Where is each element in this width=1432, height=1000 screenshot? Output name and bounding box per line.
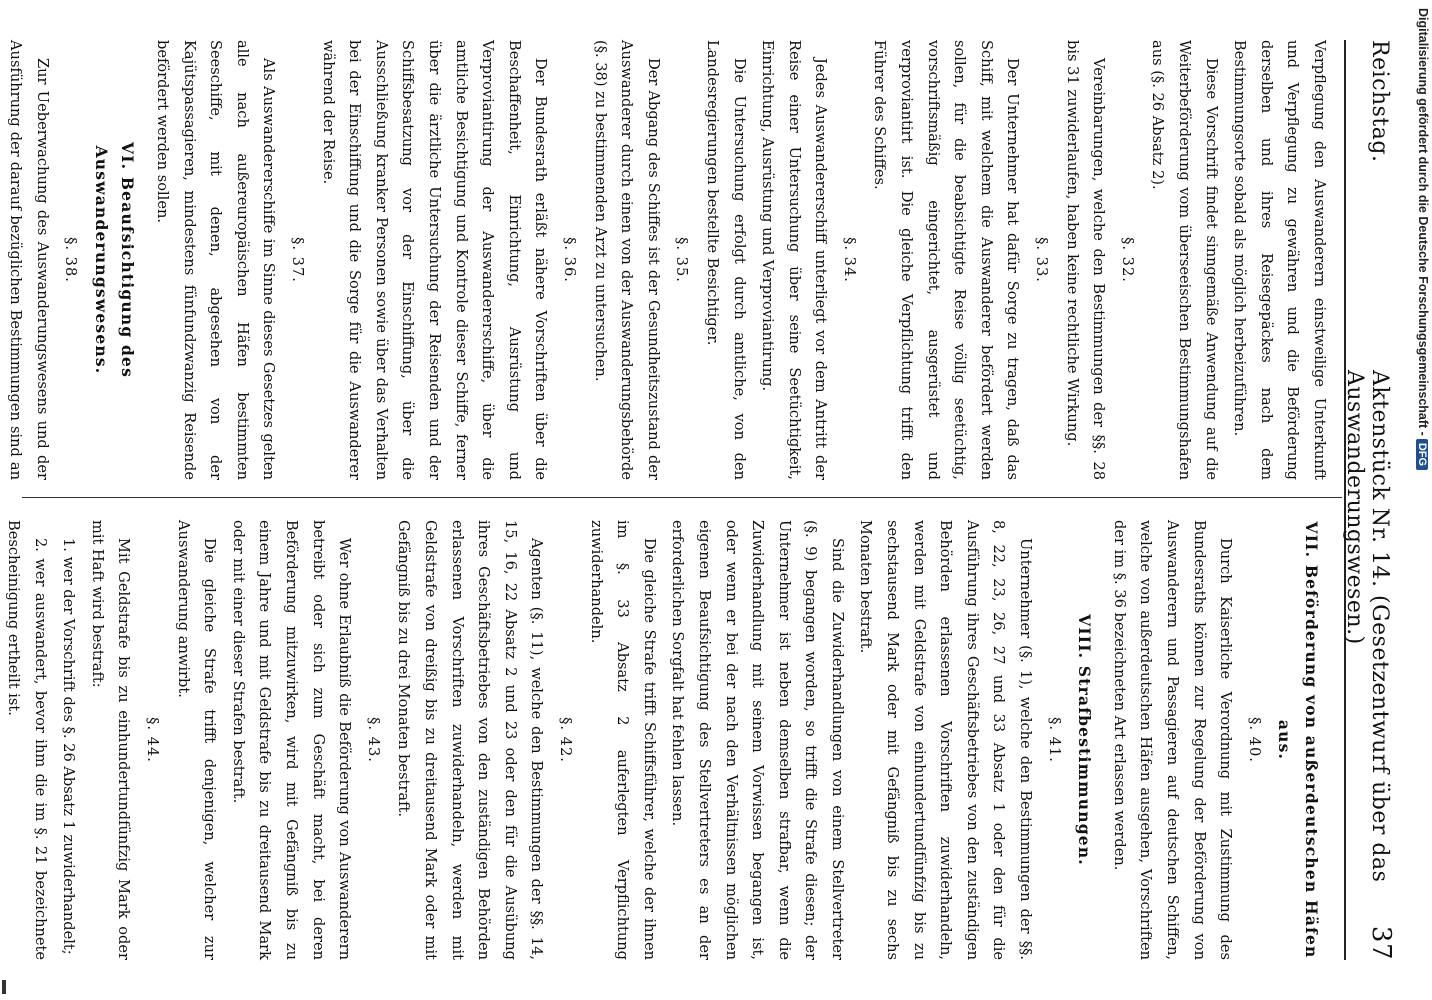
section-heading: VI. Beaufsichtigung des Auswanderungswesens. xyxy=(91,141,138,379)
paragraph: Der Bundesrath erläßt nähere Vorschriften über die Beschaffenheit, Einrichtung, Ausrüstung und Verproviantirung der Auswandererschiffe, über die amtliche Besichtigung und Kontrole dieser Schiffe, ferner über die ärztliche Untersuchung der Reisenden und der Schiffsbesatzung vor der Einschiffung, über die Ausschließung kranker Personen sowie über das Verhalten bei der Einschiffung und die Sorge für die Auswanderer während der Reise. xyxy=(319,40,550,480)
section-number: §. 36. xyxy=(560,237,578,283)
paragraph: Als Auswandererschiffe im Sinne dieses Gesetzes gelten alle nach außereuropäischen Häfen bestimmten Seeschiffe, mit denen, abgesehen von der Kajütspassagieren, mindestens fünfundzwanzig Reisende befördert werden sollen. xyxy=(154,40,278,480)
paragraph: Die gleiche Strafe trifft denjenigen, welcher zur Auswanderung anwirbt. xyxy=(174,520,219,960)
column-divider xyxy=(22,497,1342,498)
scan-edge-mark xyxy=(2,980,6,994)
paragraph: Sind die Zuwiderhandlungen von einem Stellvertreter (§. 9) begangen worden, so trifft die Strafe diesen; der Unternehmer ist neben demselben strafbar, wenn die Zuwiderhandlung mit seinem Vorwissen begangen ist, oder wenn er bei der nach den Verhältnissen möglichen eigenen Beaufsichtigung des Stellvertreters es an der erforderlichen Sorgfalt hat fehlen lassen. xyxy=(669,520,846,960)
paragraph: Diese Vorschrift findet sinngemäße Anwendung auf die Weiterbeförderung vom überseeischen Bestimmungshafen aus (§. 26 Absatz 2). xyxy=(1149,40,1220,480)
dfg-logo: DFG xyxy=(1416,439,1428,470)
section-number: §. 40. xyxy=(1245,717,1263,763)
section-number: §. 43. xyxy=(364,717,382,763)
right-column xyxy=(0,520,1332,960)
header-left: Reichstag. xyxy=(1367,40,1392,163)
paragraph: Zur Ueberwachung des Auswanderungswesens und der Ausführung der darauf bezüglichen Bestimmungen sind an xyxy=(7,40,51,480)
paragraph: Die gleiche Strafe trifft Schiffsführer, welche der ihnen im §. 33 Absatz 2 auferlegten Verpflichtung zuwiderhandeln. xyxy=(587,520,658,960)
section-number: §. 37. xyxy=(289,237,307,283)
page-number: 37 xyxy=(1366,925,1396,960)
paragraph: Verpflegung den Auswanderern einstweilige Unterkunft und Verpflegung zu gewähren und die Beförderung derselben und ihres Reisegepäckes nach dem Bestimmungsorte sobald als möglich herbeizuführen. xyxy=(1231,40,1328,480)
left-column xyxy=(0,40,1332,480)
paragraph: Unternehmer (§. 1), welche den Bestimmungen der §§. 8, 22, 23, 26, 27 und 33 Absatz 1 oder den für die Ausführung ihres Geschäftsbetriebes von den zuständigen Behörden erlassenen Vorschriften zuwiderhandeln, werden mit Geldstrafe von einhundertundfünfzig bis zu sechstausend Mark oder mit Gefängniß bis zu sechs Monaten bestraft. xyxy=(857,520,1035,960)
section-number: §. 42. xyxy=(556,717,574,763)
section-heading: VII. Beförderung von außerdeutschen Häfen aus. xyxy=(1275,521,1321,959)
section-number: §. 34. xyxy=(840,237,858,283)
list-item: 1. wer der Vorschrift des §. 26 Absatz 1 zuwiderhandelt; xyxy=(60,538,78,955)
attribution-text: Digitalisierung gefördert durch die Deutsche Forschungsgemeinschaft - xyxy=(1416,8,1430,436)
attribution-text-wrap xyxy=(1416,8,1430,470)
section-number: §. 38. xyxy=(62,237,80,283)
paragraph: Mit Geldstrafe bis zu einhundertundfünfzig Mark oder mit Haft wird bestraft: xyxy=(88,520,133,960)
page-header xyxy=(1344,40,1406,960)
section-heading: VIII. Strafbestimmungen. xyxy=(1075,614,1095,866)
section-number: §. 44. xyxy=(144,717,162,763)
paragraph: Jedes Auswandererschiff unterliegt vor dem Antritt der Reise einer Untersuchung über seine Seetüchtigkeit, Einrichtung, Ausrüstung und Verproviantirung. xyxy=(759,40,830,480)
section-number: §. 41. xyxy=(1045,717,1063,763)
paragraph: Die Untersuchung erfolgt durch amtliche, von den Landesregierungen bestellte Besichtiger. xyxy=(703,40,748,480)
attribution-strip xyxy=(1400,0,1432,1000)
section-number: §. 35. xyxy=(673,237,691,283)
paragraph: Der Abgang des Schiffes ist der Gesundheitszustand der Auswanderer durch einen von der Auswanderungsbehörde (§. 38) zu bestimmenden Arzt zu untersuchen. xyxy=(591,40,662,480)
paragraph: Agenten (§. 11), welche den Bestimmungen der §§. 14, 15, 16, 22 Absatz 2 und 23 oder den für die Ausübung ihres Geschäftsbetriebes von den zuständigen Behörden erlassenen Vorschriften zuwiderhandeln, werden mit Geldstrafe von dreißig bis zu dreitausend Mark oder mit Gefängniß bis zu drei Monaten bestraft. xyxy=(395,520,546,960)
paragraph: Durch Kaiserliche Verordnung mit Zustimmung des Bundesraths können zur Regelung der Beförderung von Auswanderern und Passagieren auf deutschen Schiffen, welche von außerdeutschen Häfen ausgehen, Vorschriften der im §. 36 bezeichneten Art erlassen werden. xyxy=(1110,520,1235,960)
list-item: 2. wer auswandert, bevor ihm die im §. 21 bezeichnete Bescheinigung ertheilt ist. xyxy=(5,520,49,960)
header-title: Aktenstück Nr. 14. (Gesetzentwurf über das Auswanderungswesen.) xyxy=(1342,370,1392,883)
section-number: §. 32. xyxy=(1118,237,1136,283)
paragraph: Wer ohne Erlaubniß die Beförderung von Auswanderern betreibt oder sich zum Geschäft macht, bei deren Beförderung mitzuwirken, wird mit Gefängniß bis zu einem Jahre und mit Geldstrafe bis zu dreitausend Mark oder mit einer dieser Strafen bestraft. xyxy=(229,520,354,960)
section-number: §. 33. xyxy=(1033,237,1051,283)
paragraph: Der Unternehmer hat dafür Sorge zu tragen, daß das Schiff, mit welchem die Auswanderer befördert werden sollen, für die beabsichtigte Reise völlig seetüchtig, vorschriftsmäßig eingerichtet, ausgerüstet und verproviantirt ist. Die gleiche Verpflichtung trifft den Führer des Schiffes. xyxy=(871,40,1022,480)
paragraph: Vereinbarungen, welche den Bestimmungen der §§. 28 bis 31 zuwiderlaufen, haben keine rechtliche Wirkung. xyxy=(1063,40,1108,480)
